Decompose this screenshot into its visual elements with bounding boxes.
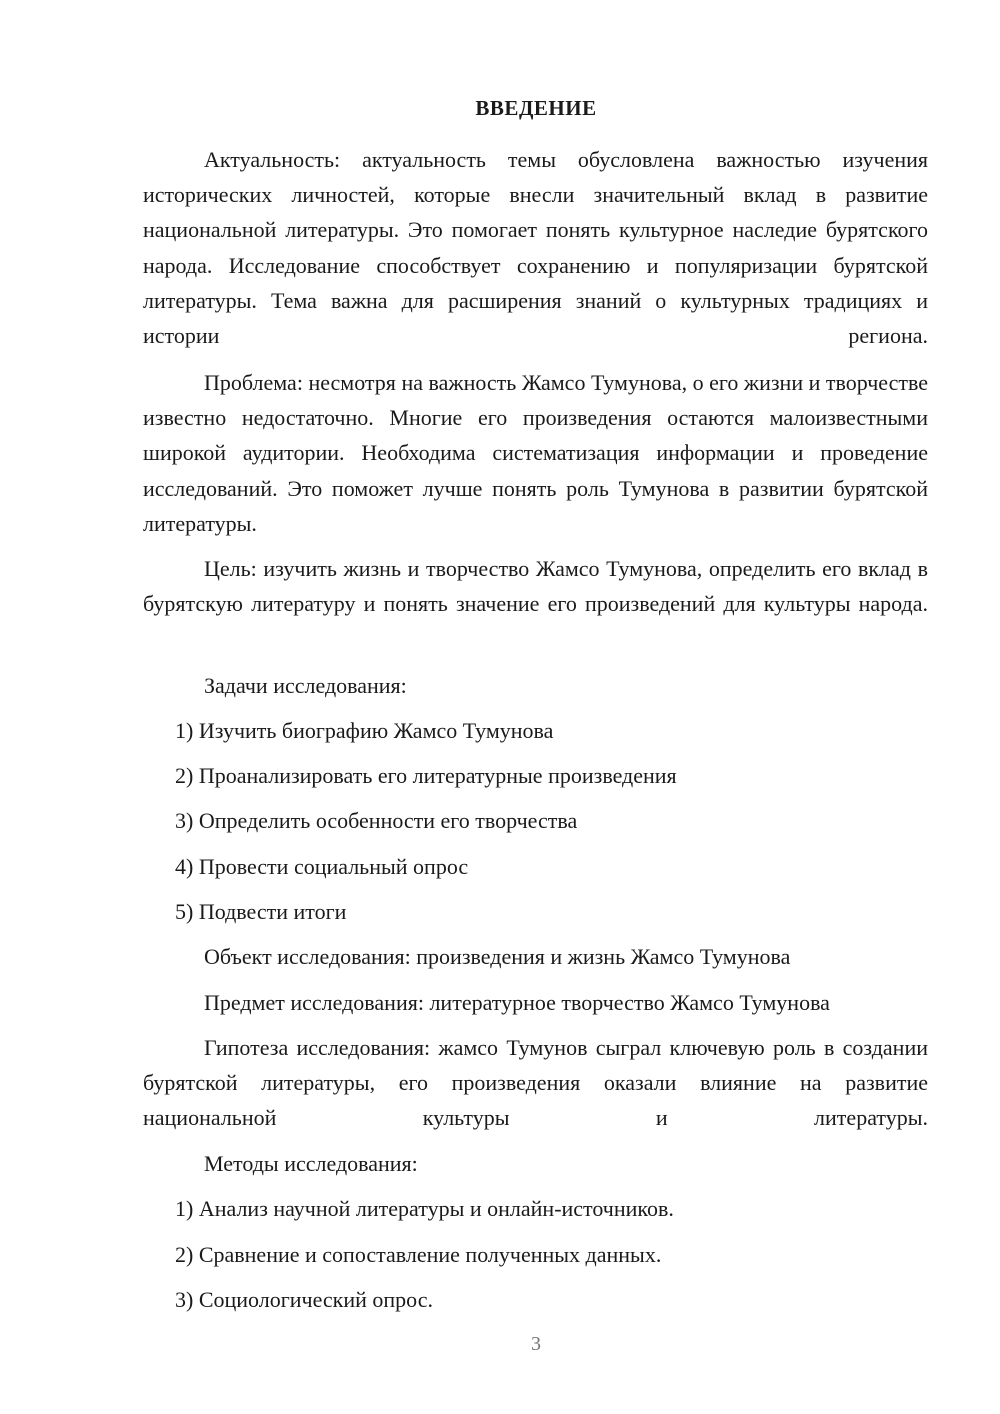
object-line: Объект исследования: произведения и жизнь Жамсо Тумунова <box>204 944 791 969</box>
paragraph-hypothesis <box>143 1030 928 1137</box>
method-item: 1) Анализ научной литературы и онлайн-источников. <box>175 1196 674 1221</box>
paragraph-relevance-text: Актуальность: актуальность темы обусловлена важностью изучения исторических личностей, которые внесли значительный вклад в развитие национальной литературы. Это помогает понять культурное наследие бурятского народа. Исследование способствует сохранению и популяризации бурятской литературы. Тема важна для расширения знаний о культурных традициях и истории региона. <box>143 147 928 349</box>
page-number: 3 <box>531 1333 541 1355</box>
task-item: 4) Провести социальный опрос <box>175 854 469 879</box>
method-item: 3) Социологический опрос. <box>175 1287 433 1312</box>
task-item: 5) Подвести итоги <box>175 899 347 924</box>
paragraph-problem <box>143 365 928 542</box>
paragraph-goal-text: Цель: изучить жизнь и творчество Жамсо Тумунова, определить его вклад в бурятскую литературу и понять значение его произведений для культуры народа. <box>143 556 928 617</box>
paragraph-hypothesis-text: Гипотеза исследования: жамсо Тумунов сыграл ключевую роль в создании бурятской литературы, его произведения оказали влияние на развитие национальной культуры и литературы. <box>143 1035 928 1131</box>
page-title: ВВЕДЕНИЕ <box>475 96 597 120</box>
subject-line: Предмет исследования: литературное творчество Жамсо Тумунова <box>204 990 830 1015</box>
paragraph-goal <box>143 551 928 658</box>
task-item: 2) Проанализировать его литературные произведения <box>175 763 677 788</box>
task-item: 3) Определить особенности его творчества <box>175 808 578 833</box>
method-item: 2) Сравнение и сопоставление полученных данных. <box>175 1242 662 1267</box>
tasks-heading: Задачи исследования: <box>204 673 407 698</box>
task-item: 1) Изучить биографию Жамсо Тумунова <box>175 718 554 743</box>
paragraph-problem-text: Проблема: несмотря на важность Жамсо Тумунова, о его жизни и творчестве известно недостаточно. Многие его произведения остаются малоизвестными широкой аудитории. Необходима систематизация информации и проведение исследований. Это поможет лучше понять роль Тумунова в развитии бурятской литературы. <box>143 370 928 536</box>
methods-heading: Методы исследования: <box>204 1151 418 1176</box>
paragraph-relevance <box>143 142 928 354</box>
